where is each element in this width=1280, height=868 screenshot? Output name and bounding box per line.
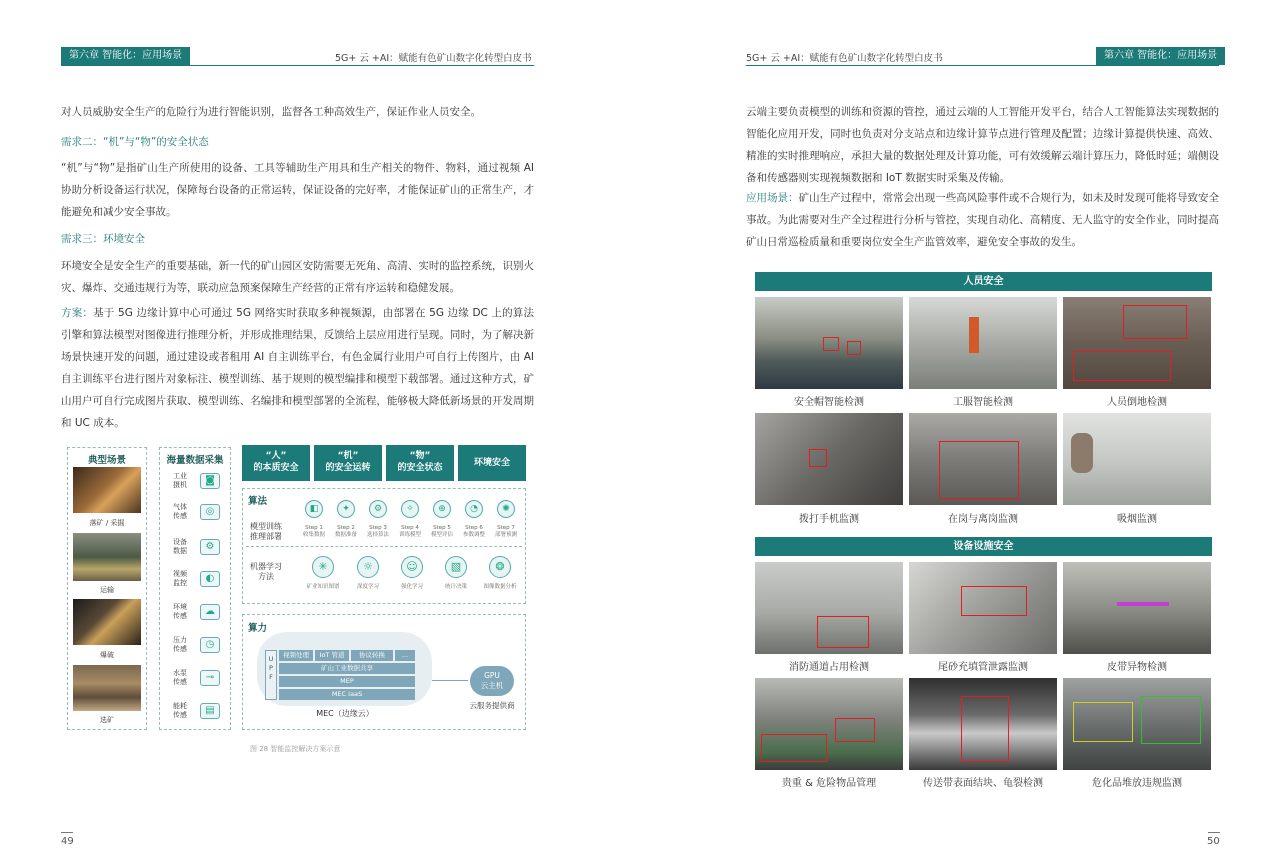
caption-on-post: 在岗与离岗监测 xyxy=(948,514,1018,525)
step-label: Step 7 部署预测 xyxy=(494,525,517,538)
detection-box xyxy=(823,337,839,351)
step-label: Step 1 收集数据 xyxy=(302,525,325,538)
detection-box xyxy=(761,734,827,762)
pump-sensor-icon: ⊸ xyxy=(200,670,220,686)
scenes-title: 典型场景 xyxy=(87,455,126,466)
belt-marker xyxy=(1117,602,1169,606)
need3-paragraph: 环境安全是安全生产的重要基础，新一代的矿山园区安防需要无死角、高清、实时的监控系统，识别火灾、爆炸、交通违规行为等，联动应急预案保障生产经营的正常有序运转和稳健发展。 xyxy=(61,260,534,294)
detection-box xyxy=(961,696,1009,762)
caption-phone-call: 拨打手机监测 xyxy=(799,514,859,525)
step-icon: ✧ xyxy=(401,500,419,518)
sensor-label: 环境 传感 xyxy=(173,603,187,620)
caption-belt-foreign-object: 皮带异物检测 xyxy=(1107,662,1167,673)
detection-box xyxy=(1123,305,1187,339)
sensor-label: 设备 数据 xyxy=(173,538,187,555)
image-analysis-icon: ❂ xyxy=(489,556,511,578)
page-number: 50 xyxy=(1207,836,1220,847)
caption-fall-detection: 人员倒地检测 xyxy=(1107,397,1167,408)
scenario-label: 应用场景： xyxy=(746,192,799,204)
sensor-label: 工业 摄机 xyxy=(173,472,187,489)
scenario-paragraph: 应用场景：矿山生产过程中，常常会出现一些高风险事件或不合规行为，如未及时发现可能将导致安全事故。为此需要对生产全过程进行分析与管控，实现自动化、高精度、无人监守的安全作业，同时提高矿山日常巡检质量和重要岗位安全生产监管效率，避免安全事故的发生。 xyxy=(746,192,1220,248)
detection-box xyxy=(835,718,875,742)
caption-smoking: 吸烟监测 xyxy=(1117,514,1157,525)
caption-tailings-pipe: 尾砂充填管泄露监测 xyxy=(938,662,1028,673)
detection-box xyxy=(939,441,1019,499)
page-number: 49 xyxy=(61,836,74,847)
device-data-icon: ⚙ xyxy=(200,539,220,555)
statistical-decision-icon: ▧ xyxy=(445,556,467,578)
ml-method-label: 统计决策 xyxy=(444,584,467,590)
step-label: Step 4 训练模型 xyxy=(398,525,421,538)
solution-label: 方案： xyxy=(61,307,94,319)
step-label: Step 3 选择算法 xyxy=(366,525,389,538)
safety-box-machine: “机” 的安全运转 xyxy=(314,445,382,481)
safety-box-environment: 环境安全 xyxy=(458,445,526,481)
caption-valuable-goods: 贵重 & 危险物品管理 xyxy=(781,778,877,789)
intro-paragraph: 对人员威胁安全生产的危险行为进行智能识别，监督各工种高效生产，保证作业人员安全。 xyxy=(61,106,481,118)
cloud-provider-label: 云服务提供商 xyxy=(469,701,515,710)
step-icon: ✺ xyxy=(497,500,515,518)
ml-method-label: 矿业知识图谱 xyxy=(306,584,340,590)
need2-heading: 需求二：“机”与“物”的安全状态 xyxy=(61,136,209,148)
sensor-label: 压力 传感 xyxy=(173,636,187,653)
sensor-label: 气体 传感 xyxy=(173,503,187,520)
caption-helmet-detection: 安全帽智能检测 xyxy=(794,397,864,408)
scene-caption: 运输 xyxy=(100,586,114,594)
more-bar: ... xyxy=(395,650,415,661)
detection-box xyxy=(1073,351,1171,381)
personnel-safety-band: 人员安全 xyxy=(755,272,1212,291)
caption-conveyor-crack: 传送带表面结块、龟裂检测 xyxy=(923,778,1043,789)
cloud-edge-paragraph: 云端主要负责模型的训练和资源的管控，通过云端的人工智能开发平台，结合人工智能算法实现数据的智能化应用开发，同时也负责对分支站点和边缘计算节点进行管理及配置；边缘计算提供快速、高效、精准的实时推理响应，承担大量的数据处理及计算功能，可有效缓解云端计算压力，降低时延；端侧设备和传感器则实现视频数据和 IoT 数据实时采集及传输。 xyxy=(746,106,1219,184)
gpu-cloud-host: GPU 云主机 xyxy=(470,666,514,696)
mec-label: MEC（边缘云） xyxy=(316,709,374,718)
step-label: Step 5 模型评估 xyxy=(430,525,453,538)
hazardous-storage-image xyxy=(1063,678,1211,770)
scene-photo xyxy=(72,532,142,582)
caption-uniform-detection: 工服智能检测 xyxy=(953,397,1013,408)
smoking-image xyxy=(1063,413,1211,505)
scene-photo xyxy=(72,466,142,514)
gas-sensor-icon: ◎ xyxy=(200,504,220,520)
step-label: Step 2 数据准备 xyxy=(334,525,357,538)
detection-box xyxy=(1073,702,1133,742)
belt-foreign-object-image xyxy=(1063,562,1211,654)
training-row-label: 模型训练 推理部署 xyxy=(250,522,282,541)
scene-caption: 落矿 / 采掘 xyxy=(89,519,125,527)
algorithm-divider xyxy=(246,546,522,547)
need3-heading: 需求三：环境安全 xyxy=(61,233,145,245)
tailings-pipe-image xyxy=(909,562,1057,654)
mec-iaas-layer: MEC IaaS xyxy=(279,689,415,700)
step-icon: ⚙ xyxy=(369,500,387,518)
detection-box xyxy=(961,586,1027,616)
sensor-label: 视频 监控 xyxy=(173,570,187,587)
step-icon: ◧ xyxy=(305,500,323,518)
cctv-icon: ◐ xyxy=(200,571,220,587)
sensor-label: 水泵 传感 xyxy=(173,669,187,686)
caption-hazardous-storage: 危化品堆放违规监测 xyxy=(1092,778,1182,789)
detection-box xyxy=(847,341,861,355)
figure-caption: 图 28 智能监控解决方案示意 xyxy=(250,745,341,753)
scene-photo xyxy=(72,598,142,646)
environment-sensor-icon: ☁ xyxy=(200,604,220,620)
compute-title: 算力 xyxy=(248,623,268,634)
step-icon: ✦ xyxy=(337,500,355,518)
sensor-label: 能耗 传感 xyxy=(173,702,187,719)
phone-call-image xyxy=(755,413,903,505)
camera-icon: ◙ xyxy=(200,473,220,489)
header-rule xyxy=(746,65,1219,66)
ml-method-label: 图像数据分析 xyxy=(483,584,517,590)
solution-paragraph: 方案：基于 5G 边缘计算中心可通过 5G 网络实时获取多种视频源，由部署在 5G 边缘 DC 上的算法引擎和算法模型对图像进行推理分析，并形成推理结果，反馈给上层应用进行呈现。同时，为了解决新场景快速开发的问题，通过建设或者租用 AI 自主训练平台，有色金属行业用户可自行上传图片，由 AI 自主训练平台进行图片对象标注、模型训练、基于规则的模型编排和模型下载部署。通过这种方式，矿山用户可自行完成图片获取、模型训练、名编排和模型部署的全流程，能够极大降低新场景的开发周期和 UC 成本。 xyxy=(61,307,534,429)
step-icon: ◔ xyxy=(465,500,483,518)
data-collection-title: 海量数据采集 xyxy=(166,455,224,466)
ml-method-label: 强化学习 xyxy=(400,584,423,590)
header-rule xyxy=(61,65,534,66)
uniform-detection-image xyxy=(909,297,1057,389)
helmet-detection-image xyxy=(755,297,903,389)
algorithm-title: 算法 xyxy=(248,496,268,507)
caption-fire-passage: 消防通道占用检测 xyxy=(789,662,869,673)
safety-box-human: “人” 的本质安全 xyxy=(242,445,310,481)
iot-pipe-bar: IoT 管道 xyxy=(315,650,349,661)
header-title: 5G+ 云 +AI：赋能有色矿山数字化转型白皮书 xyxy=(746,53,943,64)
reinforcement-learning-icon: ☺ xyxy=(401,556,423,578)
step-icon: ⊕ xyxy=(433,500,451,518)
detection-box xyxy=(809,449,827,467)
scene-photo xyxy=(72,664,142,712)
fall-detection-image xyxy=(1063,297,1211,389)
conveyor-crack-image xyxy=(909,678,1057,770)
equipment-safety-band: 设备设施安全 xyxy=(755,537,1212,556)
fire-passage-image xyxy=(755,562,903,654)
video-processing-bar: 视频处理 xyxy=(279,650,313,661)
knowledge-graph-icon: ✳ xyxy=(312,556,334,578)
detection-box xyxy=(817,616,869,648)
scene-caption: 爆破 xyxy=(100,651,114,659)
scene-caption: 选矿 xyxy=(100,716,114,724)
safety-box-material: “物” 的安全状态 xyxy=(386,445,454,481)
valuable-goods-image xyxy=(755,678,903,770)
energy-sensor-icon: ▤ xyxy=(200,703,220,719)
ml-method-label: 深度学习 xyxy=(356,584,379,590)
connector-line xyxy=(432,680,468,681)
data-sharing-layer: 矿山工业数据共享 xyxy=(279,663,415,674)
chapter-badge: 第六章 智能化：应用场景 xyxy=(61,47,190,65)
detection-box xyxy=(1141,696,1201,744)
worker-figure xyxy=(969,317,979,353)
on-post-image xyxy=(909,413,1057,505)
protocol-conversion-bar: 协议转换 xyxy=(351,650,393,661)
mep-layer: MEP xyxy=(279,676,415,687)
need2-paragraph: “机”与“物”是指矿山生产所使用的设备、工具等辅助生产用具和生产相关的物件、物料，通过视频 AI 协助分析设备运行状况，保障每台设备的正常运转，保证设备的完好率，才能保证矿山的正常生产，才能避免和减少安全事故。 xyxy=(61,162,534,218)
deep-learning-icon: ☼ xyxy=(357,556,379,578)
chapter-badge: 第六章 智能化：应用场景 xyxy=(1096,47,1225,65)
upf-box: U P F xyxy=(265,650,277,700)
ml-row-label: 机器学习 方法 xyxy=(250,562,282,581)
header-title: 5G+ 云 +AI：赋能有色矿山数字化转型白皮书 xyxy=(335,53,532,64)
person-figure xyxy=(1071,433,1093,473)
step-label: Step 6 参数调整 xyxy=(462,525,485,538)
pressure-sensor-icon: ◷ xyxy=(200,637,220,653)
